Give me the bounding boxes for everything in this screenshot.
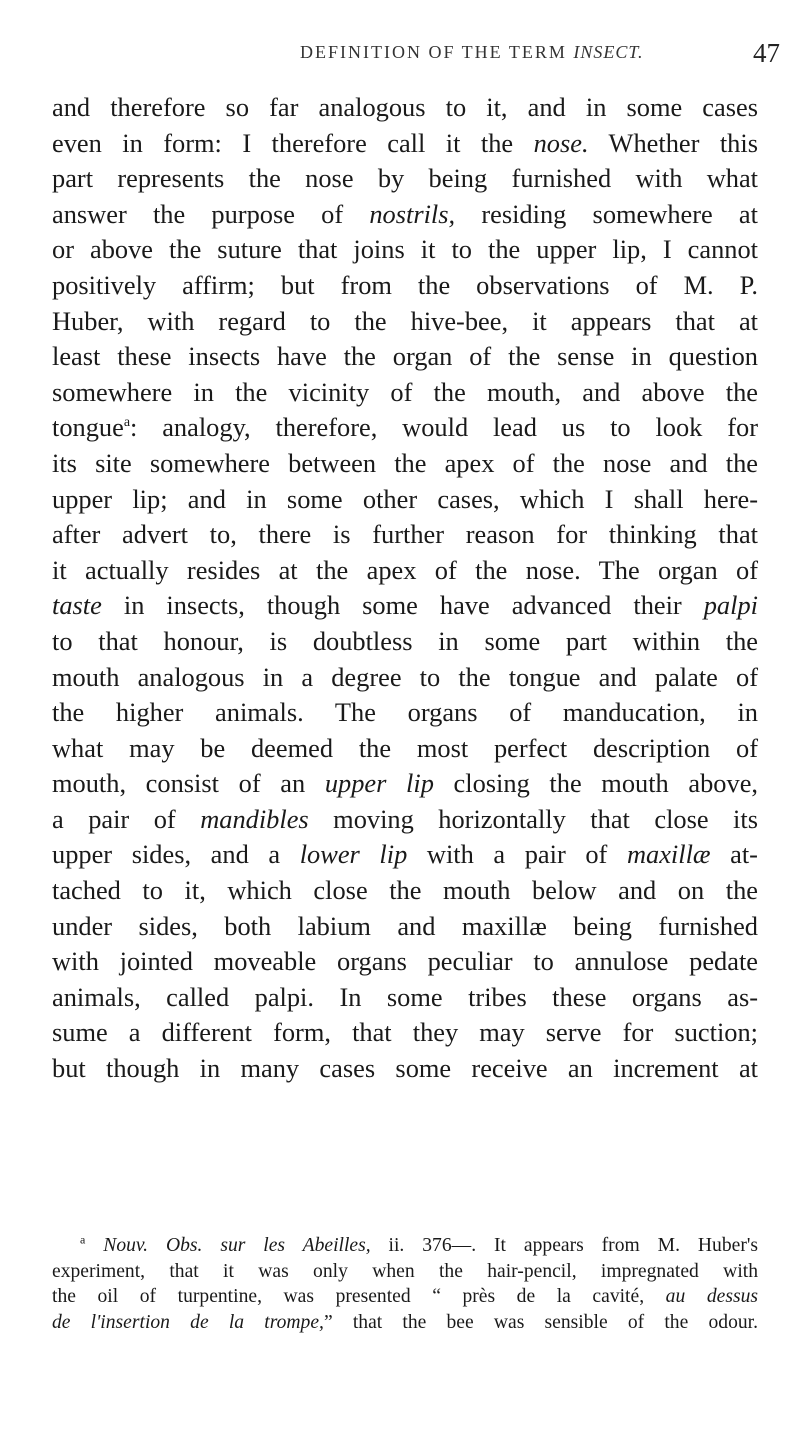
- text-line: Huber, with regard to the hive-bee, it appears that at: [52, 305, 758, 336]
- text-line: or above the suture that joins it to the upper lip, I cannot: [52, 234, 758, 265]
- text-line: a pair of mandibles moving horizontally that close its: [52, 803, 758, 834]
- text-line: upper sides, and a lower lip with a pair of maxillæ at-: [52, 839, 758, 870]
- page-number: 47: [753, 38, 780, 68]
- text-line: and therefore so far analogous to it, and in some cases: [52, 92, 758, 122]
- text-line: upper lip; and in some other cases, which I shall here-: [52, 483, 758, 514]
- running-title-term: INSECT.: [573, 42, 644, 62]
- text-line: taste in insects, though some have advanced their palpi: [52, 590, 758, 621]
- running-head: [0, 38, 800, 78]
- footnote-line: de l'insertion de la trompe,” that the bee was sensible of the odour.: [52, 1311, 759, 1333]
- text-line: animals, called palpi. In some tribes these organs as-: [52, 981, 758, 1012]
- text-line: positively affirm; but from the observations of M. P.: [52, 269, 758, 300]
- footnote-line: the oil of turpentine, was presented “ près de la cavité, au dessus: [52, 1286, 758, 1307]
- footnote-line: $^a$ Nouv. Obs. sur les Abeilles, ii. 376—. It appears from M. Huber's: [80, 1232, 759, 1256]
- body-text: [52, 90, 758, 1087]
- text-line: somewhere in the vicinity of the mouth, and above the: [52, 376, 758, 407]
- footnote: [52, 1233, 758, 1335]
- text-line: answer the purpose of nostrils, residing somewhere at: [52, 198, 758, 229]
- text-line: least these insects have the organ of the sense in question: [52, 341, 758, 372]
- text-line: what may be deemed the most perfect description of: [52, 732, 758, 763]
- text-line: even in form: I therefore call it the nose. Whether this: [52, 127, 758, 158]
- text-line: after advert to, there is further reason for thinking that: [52, 519, 758, 550]
- text-line: mouth analogous in a degree to the tongue and palate of: [52, 661, 758, 692]
- footnote-ref: a: [123, 415, 131, 431]
- text-line: the higher animals. The organs of manducation, in: [52, 697, 758, 728]
- running-title-prefix: DEFINITION OF THE TERM: [300, 42, 567, 62]
- text-line: tached to it, which close the mouth below and on the: [52, 875, 758, 906]
- text-line: with jointed moveable organs peculiar to annulose pedate: [52, 946, 758, 977]
- text-line: mouth, consist of an upper lip closing the mouth above,: [52, 768, 759, 799]
- text-line: to that honour, is doubtless in some part within the: [52, 625, 758, 656]
- text-line: but though in many cases some receive an increment at: [52, 1053, 758, 1084]
- text-line: it actually resides at the apex of the nose. The organ of: [52, 554, 758, 585]
- text-line: sume a different form, that they may serve for suction;: [52, 1017, 758, 1048]
- footnote-line: experiment, that it was only when the hair-pencil, impregnated with: [52, 1260, 758, 1282]
- text-line: under sides, both labium and maxillæ being furnished: [52, 910, 758, 941]
- text-line: its site somewhere between the apex of the nose and the: [52, 447, 758, 478]
- running-title: [300, 42, 644, 63]
- footnote-marker: a: [80, 1232, 86, 1247]
- text-line: tongue$^a$: analogy, therefore, would lead us to look for: [52, 412, 758, 443]
- text-line: part represents the nose by being furnished with what: [52, 163, 758, 194]
